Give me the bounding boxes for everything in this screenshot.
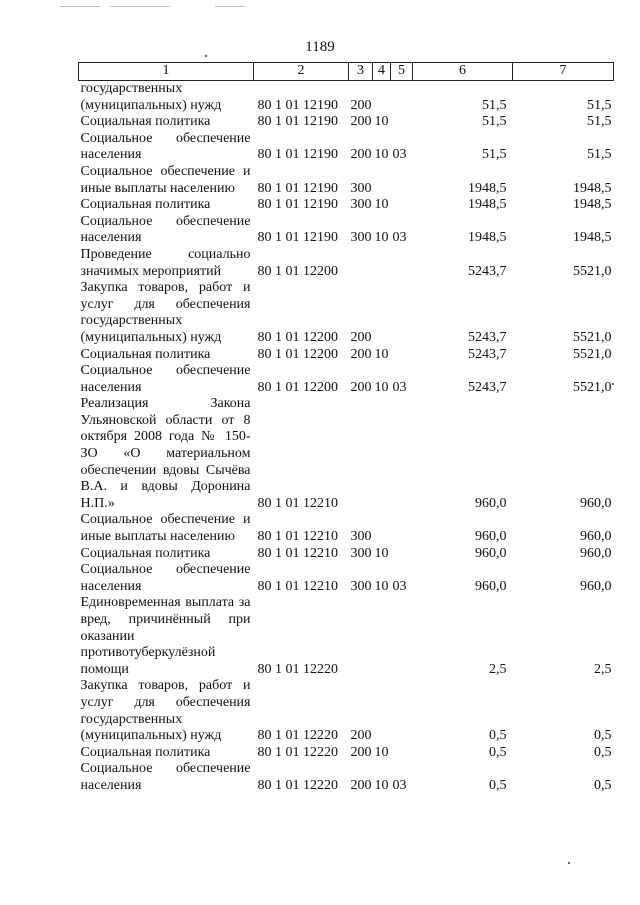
table-row (79, 247, 614, 280)
scan-artifact (60, 6, 100, 7)
table-row (79, 347, 614, 364)
subsection-code (391, 745, 413, 762)
table-row (79, 214, 614, 247)
amount-year-1: 1948,5 (468, 197, 507, 213)
section-code: 10 (374, 346, 389, 362)
amount-year-2: 0,5 (594, 728, 612, 744)
amount-year-2: 960,0 (580, 495, 612, 511)
section-code (373, 164, 391, 197)
section-code: 10 (374, 197, 389, 213)
subsection-code (391, 347, 413, 364)
expense-type-code: 300 (350, 529, 372, 545)
target-article-code: 80 1 01 12210 (257, 545, 338, 561)
target-article-code: 80 1 01 12190 (257, 197, 338, 213)
expense-type-code (349, 396, 373, 512)
target-article-code: 80 1 01 12210 (257, 578, 338, 594)
expense-type-code: 300 (350, 578, 372, 594)
target-article-code: 80 1 01 12220 (257, 661, 338, 677)
budget-table (78, 62, 614, 795)
amount-year-1: 1948,5 (468, 230, 507, 246)
amount-year-1: 5243,7 (468, 346, 507, 362)
column-header: 1 (79, 63, 254, 81)
amount-year-2: 960,0 (580, 545, 612, 561)
row-description: Социальное обеспечение населения (80, 562, 251, 594)
expense-type-code: 200 (350, 114, 372, 130)
subsection-code: 03 (392, 777, 407, 793)
subsection-code: 03 (392, 230, 407, 246)
expense-type-code: 300 (350, 230, 372, 246)
table-row (79, 678, 614, 744)
table-row (79, 197, 614, 214)
table-row (79, 761, 614, 794)
section-code: 10 (374, 744, 389, 760)
section-code (373, 678, 391, 744)
amount-year-1: 960,0 (475, 495, 507, 511)
section-code (373, 512, 391, 545)
amount-year-1: 0,5 (489, 728, 507, 744)
scan-speck (568, 862, 570, 864)
amount-year-2: 51,5 (587, 114, 612, 130)
amount-year-2: 51,5 (587, 147, 612, 163)
section-code (373, 595, 391, 678)
expense-type-code: 200 (350, 744, 372, 760)
subsection-code (391, 546, 413, 563)
column-header: 6 (413, 63, 513, 81)
target-article-code: 80 1 01 12190 (257, 230, 338, 246)
expense-type-code (349, 595, 373, 678)
row-description: Проведение социально значимых мероприятий (80, 246, 251, 279)
amount-year-1: 960,0 (475, 578, 507, 594)
target-article-code: 80 1 01 12200 (257, 346, 338, 362)
amount-year-2: 1948,5 (573, 197, 612, 213)
page-number: 1189 (305, 39, 335, 55)
amount-year-2: 5521,0 (573, 329, 612, 345)
row-description: Социальная политика (80, 114, 211, 130)
table-row (79, 745, 614, 762)
amount-year-2: 2,5 (594, 661, 612, 677)
subsection-code (391, 595, 413, 678)
amount-year-2: 1948,5 (573, 230, 612, 246)
table-row (79, 131, 614, 164)
subsection-code (391, 280, 413, 346)
subsection-code (391, 197, 413, 214)
row-description: Социальная политика (80, 744, 211, 760)
section-code: 10 (374, 379, 389, 395)
section-code: 10 (374, 545, 389, 561)
scan-speck (612, 383, 614, 385)
expense-type-code: 300 (350, 545, 372, 561)
row-description: Социальная политика (80, 197, 211, 213)
subsection-code (391, 396, 413, 512)
amount-year-1: 1948,5 (468, 180, 507, 196)
row-description: Социальное обеспечение и иные выплаты населению (80, 163, 251, 196)
expense-type-code: 200 (350, 379, 372, 395)
subsection-code (391, 512, 413, 545)
target-article-code: 80 1 01 12220 (257, 728, 338, 744)
row-description: Социальное обеспечение населения (80, 130, 251, 163)
amount-year-1: 5243,7 (468, 379, 507, 395)
target-article-code: 80 1 01 12200 (257, 329, 338, 345)
amount-year-1: 5243,7 (468, 329, 507, 345)
section-code (373, 247, 391, 280)
expense-type-code: 200 (350, 329, 372, 345)
amount-year-2: 5521,0 (573, 379, 612, 395)
column-header: 4 (373, 63, 391, 81)
target-article-code: 80 1 01 12200 (257, 263, 338, 279)
scan-artifact (110, 6, 170, 7)
expense-type-code: 200 (350, 346, 372, 362)
row-description: Социальная политика (80, 346, 211, 362)
amount-year-2: 960,0 (580, 529, 612, 545)
table-row (79, 396, 614, 512)
section-code: 10 (374, 147, 389, 163)
scan-speck (205, 55, 207, 57)
subsection-code (391, 678, 413, 744)
target-article-code: 80 1 01 12210 (257, 529, 338, 545)
amount-year-2: 5521,0 (573, 346, 612, 362)
row-description: Социальное обеспечение населения (80, 761, 251, 793)
row-description: Закупка товаров, работ и услуг для обеспечения государственных (муниципальных) нужд (80, 280, 251, 345)
row-description: Реализация Закона Ульяновской области от 8 октября 2008 года № 150-ЗО «О материальном обеспечении вдовы Сычёва В.А. и вдовы Доронина Н.П.» (80, 396, 251, 511)
section-code: 10 (374, 777, 389, 793)
subsection-code: 03 (392, 379, 407, 395)
amount-year-1: 0,5 (489, 777, 507, 793)
expense-type-code: 300 (350, 180, 372, 196)
target-article-code: 80 1 01 12190 (257, 147, 338, 163)
table-row (79, 562, 614, 595)
target-article-code: 80 1 01 12190 (257, 114, 338, 130)
amount-year-2: 960,0 (580, 578, 612, 594)
row-description: Социальное обеспечение населения (80, 213, 251, 246)
target-article-code: 80 1 01 12200 (257, 379, 338, 395)
target-article-code: 80 1 01 12190 (257, 180, 338, 196)
amount-year-1: 51,5 (482, 114, 507, 130)
subsection-code: 03 (392, 147, 407, 163)
section-code (373, 280, 391, 346)
target-article-code: 80 1 01 12220 (257, 744, 338, 760)
row-description: Закупка товаров, работ и услуг для обеспечения государственных (муниципальных) нужд (80, 678, 251, 744)
table-row (79, 280, 614, 346)
column-header: 2 (254, 63, 349, 81)
table-row (79, 595, 614, 678)
target-article-code: 80 1 01 12220 (257, 777, 338, 793)
row-description: Социальная политика (80, 545, 211, 561)
section-code: 10 (374, 578, 389, 594)
section-code: 10 (374, 230, 389, 246)
subsection-code: 03 (392, 578, 407, 594)
expense-type-code: 200 (350, 777, 372, 793)
subsection-code (391, 164, 413, 197)
expense-type-code: 200 (350, 728, 372, 744)
row-description: Единовременная выплата за вред, причинённый при оказании противотуберкулёзной помощи (80, 595, 251, 677)
expense-type-code (349, 247, 373, 280)
table-row (79, 81, 614, 115)
row-description: государственных (муниципальных) нужд (80, 81, 222, 113)
column-header: 5 (391, 63, 413, 81)
amount-year-2: 1948,5 (573, 180, 612, 196)
amount-year-1: 5243,7 (468, 263, 507, 279)
amount-year-2: 5521,0 (573, 263, 612, 279)
subsection-code (391, 247, 413, 280)
table-header-row (79, 63, 614, 81)
table-row (79, 114, 614, 131)
column-header: 3 (349, 63, 373, 81)
expense-type-code: 300 (350, 197, 372, 213)
amount-year-1: 960,0 (475, 529, 507, 545)
amount-year-1: 51,5 (482, 147, 507, 163)
expense-type-code: 200 (350, 97, 372, 113)
expense-type-code: 200 (350, 147, 372, 163)
subsection-code (391, 114, 413, 131)
section-code (373, 396, 391, 512)
amount-year-1: 0,5 (489, 744, 507, 760)
scan-artifact (215, 6, 245, 7)
section-code: 10 (374, 114, 389, 130)
column-header: 7 (513, 63, 614, 81)
table-row (79, 164, 614, 197)
table-row (79, 363, 614, 396)
target-article-code: 80 1 01 12210 (257, 495, 338, 511)
amount-year-1: 2,5 (489, 661, 507, 677)
subsection-code (391, 81, 413, 115)
amount-year-1: 960,0 (475, 545, 507, 561)
amount-year-1: 51,5 (482, 97, 507, 113)
row-description: Социальное обеспечение населения (80, 363, 251, 395)
amount-year-2: 0,5 (594, 777, 612, 793)
row-description: Социальное обеспечение и иные выплаты населению (80, 512, 251, 545)
amount-year-2: 51,5 (587, 97, 612, 113)
amount-year-2: 0,5 (594, 744, 612, 760)
table-row (79, 546, 614, 563)
table-row (79, 512, 614, 545)
target-article-code: 80 1 01 12190 (257, 97, 338, 113)
section-code (373, 81, 391, 115)
